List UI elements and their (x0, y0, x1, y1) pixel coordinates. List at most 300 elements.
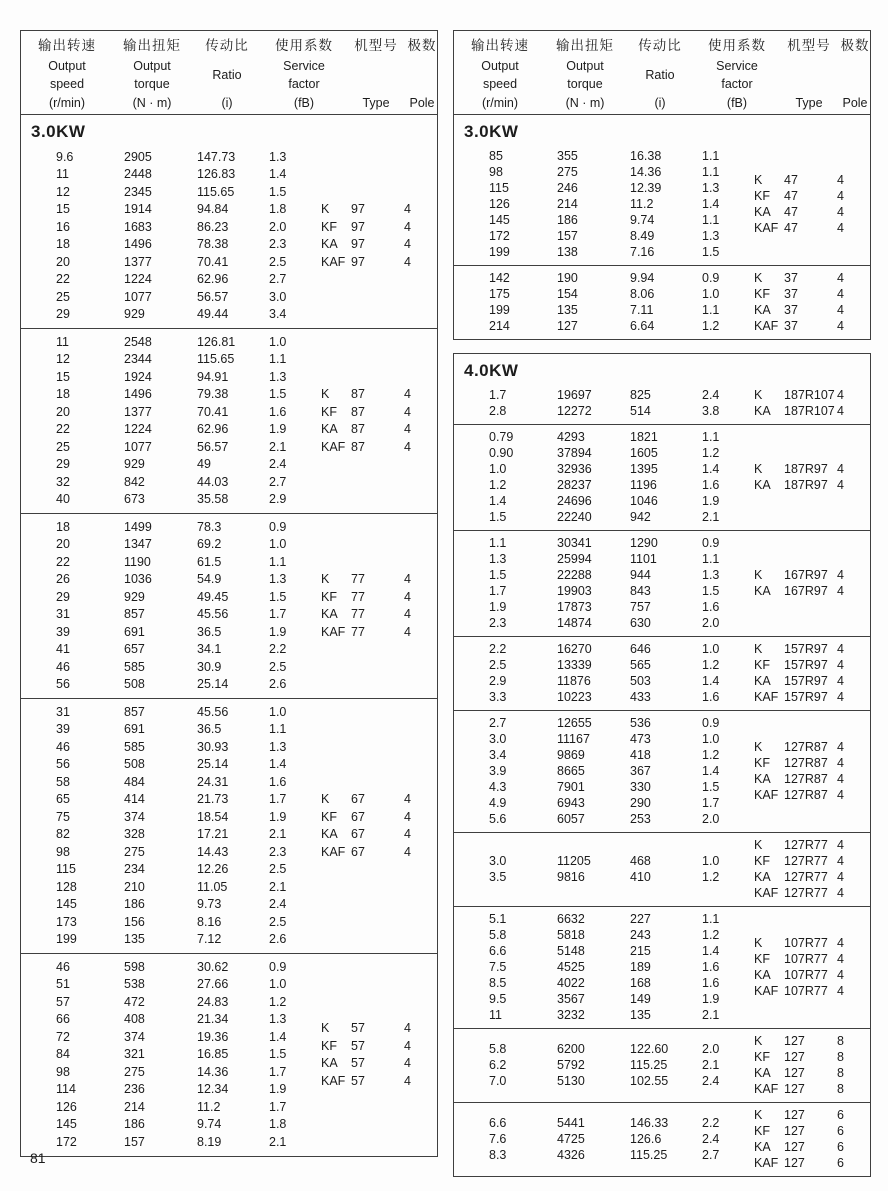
output-torque-value: 135 (124, 932, 145, 947)
pole-value: 4 (404, 422, 411, 437)
table-row (21, 958, 321, 976)
output-torque-value: 17873 (557, 600, 592, 614)
output-speed-value: 199 (56, 932, 77, 947)
service-factor-value: 2.7 (269, 474, 287, 489)
pole-value: 4 (837, 756, 844, 770)
type-prefix: K (754, 1108, 763, 1122)
service-factor-value: 1.3 (269, 1012, 287, 1027)
table-row (21, 571, 321, 589)
service-factor-value: 1.2 (702, 928, 720, 942)
output-torque-value: 8665 (557, 764, 585, 778)
type-prefix: KAF (321, 844, 346, 859)
header-label-zh: 传动比 (638, 38, 682, 53)
type-prefix: KA (754, 870, 771, 884)
ratio-value: 86.23 (197, 219, 229, 234)
data-rows (454, 387, 754, 419)
output-torque-value: 4725 (557, 1132, 585, 1146)
ratio-value: 62.96 (197, 422, 229, 437)
ratio-value: 25.14 (197, 757, 229, 772)
table-row (21, 473, 321, 491)
type-row (754, 951, 870, 967)
output-torque-value: 472 (124, 994, 145, 1009)
table-row (454, 403, 754, 419)
table-row (21, 306, 321, 324)
type-prefix: KF (754, 287, 770, 301)
output-torque-value: 1190 (124, 554, 151, 569)
type-list (321, 1019, 437, 1089)
type-prefix: K (754, 462, 763, 476)
type-prefix: KA (754, 674, 771, 688)
type-prefix: KF (754, 756, 770, 770)
table-row (21, 896, 321, 914)
table-row (454, 445, 754, 461)
ratio-value: 126.81 (197, 334, 236, 349)
table-row (21, 808, 321, 826)
pole-value: 6 (837, 1140, 844, 1154)
table-row (21, 826, 321, 844)
type-row (754, 204, 870, 220)
output-speed-value: 142 (489, 271, 510, 285)
output-torque-value: 186 (124, 897, 145, 912)
table-row (21, 993, 321, 1011)
table-row (21, 518, 321, 536)
output-speed-value: 128 (56, 879, 77, 894)
ratio-value: 17.21 (197, 827, 229, 842)
output-speed-value: 9.6 (56, 149, 74, 164)
ratio-value: 9.73 (197, 897, 222, 912)
table-row (21, 588, 321, 606)
ratio-block (21, 698, 437, 953)
type-prefix: K (754, 1034, 763, 1048)
service-factor-value: 1.4 (269, 1029, 287, 1044)
output-speed-value: 15 (56, 202, 70, 217)
header-label-en: Type (362, 96, 390, 110)
table-row (454, 196, 754, 212)
ratio-block (21, 513, 437, 698)
table-row (454, 715, 754, 731)
output-torque-value: 691 (124, 722, 145, 737)
output-speed-value: 2.8 (489, 404, 507, 418)
header-unit: (fB) (726, 95, 748, 110)
output-torque-value: 1499 (124, 519, 152, 534)
output-speed-value: 126 (56, 1099, 77, 1114)
output-torque-value: 5441 (557, 1116, 585, 1130)
type-size: 127 (784, 1156, 805, 1170)
type-row (754, 657, 870, 673)
type-size: 97 (351, 237, 365, 252)
table-row (454, 180, 754, 196)
service-factor-value: 2.7 (269, 272, 287, 287)
ratio-value: 646 (630, 642, 651, 656)
header-cell-1 (113, 34, 191, 110)
type-row (754, 188, 870, 204)
service-factor-value: 3.0 (269, 289, 287, 304)
output-speed-value: 46 (56, 739, 70, 754)
ratio-value: 21.34 (197, 1012, 229, 1027)
output-speed-value: 1.3 (489, 552, 507, 566)
ratio-block (454, 636, 870, 710)
output-speed-value: 75 (56, 809, 70, 824)
header-unit: (r/min) (481, 95, 519, 110)
output-torque-value: 13339 (557, 658, 592, 672)
type-size: 87 (351, 404, 365, 419)
ratio-value: 21.73 (197, 792, 229, 807)
ratio-value: 27.66 (197, 977, 229, 992)
ratio-value: 12.26 (197, 862, 229, 877)
table-row (21, 236, 321, 254)
output-speed-value: 7.0 (489, 1074, 507, 1088)
ratio-value: 9.94 (630, 271, 655, 285)
output-torque-value: 19697 (557, 388, 592, 402)
ratio-value: 536 (630, 716, 651, 730)
table-row (454, 975, 754, 991)
section-title: 3.0KW (31, 122, 86, 141)
ratio-block (21, 953, 437, 1156)
output-torque-value: 1224 (124, 272, 152, 287)
type-prefix: KAF (321, 1073, 346, 1088)
output-speed-value: 98 (489, 165, 503, 179)
type-row (321, 403, 437, 421)
type-prefix: KF (321, 1038, 337, 1053)
service-factor-value: 1.3 (702, 229, 720, 243)
service-factor-value: 1.4 (269, 757, 287, 772)
header-label-en: Pole (409, 96, 435, 110)
output-speed-value: 18 (56, 519, 70, 534)
type-row (754, 1049, 870, 1065)
type-prefix: KF (321, 219, 337, 234)
ratio-value: 11.2 (197, 1099, 221, 1114)
ratio-value: 14.43 (197, 844, 229, 859)
output-speed-value: 3.0 (489, 854, 507, 868)
ratio-value: 115.25 (630, 1148, 668, 1162)
output-torque-value: 7901 (557, 780, 585, 794)
table-row (21, 738, 321, 756)
type-row (754, 172, 870, 188)
header-cell-3 (263, 34, 345, 110)
ratio-value: 126.83 (197, 167, 236, 182)
service-factor-value: 2.9 (269, 492, 287, 507)
table-row (21, 658, 321, 676)
service-factor-value: 2.7 (702, 1148, 720, 1162)
output-torque-value: 24696 (557, 494, 592, 508)
type-size: 37 (784, 319, 798, 333)
service-factor-value: 2.2 (702, 1116, 720, 1130)
output-torque-value: 2905 (124, 149, 152, 164)
ratio-value: 565 (630, 658, 651, 672)
output-speed-value: 84 (56, 1047, 70, 1062)
output-torque-value: 585 (124, 659, 145, 674)
service-factor-value: 2.4 (269, 457, 287, 472)
output-speed-value: 2.9 (489, 674, 507, 688)
service-factor-value: 1.0 (702, 642, 720, 656)
pole-value: 4 (404, 404, 411, 419)
output-speed-value: 12 (56, 352, 70, 367)
output-speed-value: 40 (56, 492, 70, 507)
type-prefix: KA (321, 827, 338, 842)
pole-value: 4 (837, 642, 844, 656)
service-factor-value: 1.2 (702, 748, 720, 762)
table-row (454, 535, 754, 551)
output-torque-value: 154 (557, 287, 578, 301)
type-size: 157R97 (784, 642, 828, 656)
header-label-zh: 机型号 (787, 38, 831, 53)
output-torque-value: 328 (124, 827, 145, 842)
header-label-en: Type (795, 96, 823, 110)
table-row (21, 1133, 321, 1151)
type-list (754, 172, 870, 236)
output-torque-value: 857 (124, 607, 145, 622)
output-speed-value: 1.9 (489, 600, 507, 614)
type-size: 47 (784, 173, 798, 187)
table-row (21, 676, 321, 694)
type-list (321, 571, 437, 641)
header-unit: (i) (654, 96, 666, 110)
service-factor-value: 1.3 (702, 568, 720, 582)
table-row (21, 756, 321, 774)
output-speed-value: 31 (56, 704, 70, 719)
table-row (454, 1147, 754, 1163)
data-rows (454, 641, 754, 705)
table-row (21, 421, 321, 439)
service-factor-value: 1.2 (269, 994, 287, 1009)
output-torque-value: 1377 (124, 254, 152, 269)
ratio-value: 44.03 (197, 474, 229, 489)
ratio-value: 410 (630, 870, 651, 884)
header-label-zh: 输出扭矩 (556, 38, 614, 53)
data-rows (454, 1115, 754, 1163)
service-factor-value: 1.2 (702, 870, 720, 884)
service-factor-value: 1.6 (702, 478, 720, 492)
ratio-value: 146.33 (630, 1116, 669, 1130)
ratio-value: 1605 (630, 446, 658, 460)
type-prefix: KF (754, 854, 770, 868)
type-size: 67 (351, 809, 365, 824)
service-factor-value: 2.4 (269, 897, 287, 912)
output-speed-value: 9.5 (489, 992, 507, 1006)
type-size: 187R97 (784, 478, 828, 492)
table-row (454, 943, 754, 959)
service-factor-value: 2.2 (269, 642, 287, 657)
service-factor-value: 0.9 (269, 519, 287, 534)
type-row (754, 1123, 870, 1139)
type-row (754, 837, 870, 853)
ratio-block (21, 328, 437, 513)
output-torque-value: 2344 (124, 352, 152, 367)
service-factor-value: 2.5 (269, 862, 287, 877)
table-row (21, 843, 321, 861)
output-torque-value: 214 (124, 1099, 145, 1114)
ratio-value: 253 (630, 812, 651, 826)
type-size: 57 (351, 1073, 365, 1088)
type-row (321, 1054, 437, 1072)
service-factor-value: 1.6 (702, 600, 720, 614)
header-label-en: Output (133, 58, 171, 73)
service-factor-value: 2.1 (269, 1134, 287, 1149)
table-column-left (20, 30, 438, 1177)
output-speed-value: 145 (56, 1117, 77, 1132)
output-torque-value: 857 (124, 704, 145, 719)
service-factor-value: 1.2 (702, 446, 720, 460)
pole-value: 6 (837, 1108, 844, 1122)
type-prefix: KAF (321, 254, 346, 269)
output-torque-value: 12272 (557, 404, 592, 418)
header-label-en: Output (566, 58, 604, 73)
ratio-value: 8.16 (197, 914, 222, 929)
ratio-value: 24.83 (197, 994, 229, 1009)
table-row (454, 811, 754, 827)
output-torque-value: 135 (557, 303, 578, 317)
table-row (21, 1116, 321, 1134)
ratio-value: 61.5 (197, 554, 222, 569)
type-row (754, 1033, 870, 1049)
output-torque-value: 6200 (557, 1042, 585, 1056)
service-factor-value: 1.5 (269, 184, 287, 199)
data-rows (21, 703, 321, 948)
ratio-value: 12.34 (197, 1082, 229, 1097)
type-size: 187R97 (784, 462, 828, 476)
table-row (454, 551, 754, 567)
table-row (454, 567, 754, 583)
pole-value: 4 (837, 870, 844, 884)
type-prefix: K (754, 173, 763, 187)
type-size: 127R77 (784, 838, 828, 852)
output-torque-value: 1924 (124, 369, 152, 384)
output-torque-value: 2548 (124, 334, 152, 349)
pole-value: 4 (837, 838, 844, 852)
ratio-value: 115.65 (197, 184, 235, 199)
output-torque-value: 538 (124, 977, 145, 992)
type-row (754, 1065, 870, 1081)
output-speed-value: 4.9 (489, 796, 507, 810)
type-prefix: KAF (754, 886, 779, 900)
type-size: 187R107 (784, 388, 835, 402)
service-factor-value: 3.8 (702, 404, 720, 418)
output-speed-value: 6.6 (489, 944, 507, 958)
pole-value: 4 (404, 439, 411, 454)
type-size: 157R97 (784, 658, 828, 672)
service-factor-value: 2.4 (702, 1074, 720, 1088)
service-factor-value: 2.4 (702, 388, 720, 402)
table-row (454, 731, 754, 747)
output-torque-value: 6057 (557, 812, 585, 826)
ratio-value: 7.12 (197, 932, 222, 947)
type-size: 127 (784, 1034, 805, 1048)
output-speed-value: 7.5 (489, 960, 507, 974)
ratio-value: 1101 (630, 552, 657, 566)
type-size: 157R97 (784, 674, 828, 688)
service-factor-value: 1.5 (702, 584, 720, 598)
type-size: 107R77 (784, 968, 828, 982)
output-speed-value: 25 (56, 289, 70, 304)
ratio-value: 16.85 (197, 1047, 229, 1062)
type-list (754, 567, 870, 599)
output-torque-value: 1683 (124, 219, 152, 234)
type-size: 37 (784, 303, 798, 317)
service-factor-value: 2.0 (269, 219, 287, 234)
output-speed-value: 5.1 (489, 912, 507, 926)
output-torque-value: 1914 (124, 202, 152, 217)
type-prefix: KAF (754, 221, 779, 235)
type-size: 107R77 (784, 952, 828, 966)
type-size: 127R77 (784, 854, 828, 868)
table-row (21, 1098, 321, 1116)
service-factor-value: 1.7 (269, 1099, 287, 1114)
service-factor-value: 1.3 (702, 181, 720, 195)
type-row (321, 808, 437, 826)
pole-value: 4 (837, 886, 844, 900)
output-speed-value: 11 (56, 334, 69, 349)
output-speed-value: 82 (56, 827, 70, 842)
ratio-value: 290 (630, 796, 651, 810)
table-row (21, 641, 321, 659)
table-row (21, 183, 321, 201)
type-list (754, 837, 870, 901)
pole-value: 4 (404, 254, 411, 269)
output-torque-value: 28237 (557, 478, 592, 492)
ratio-value: 330 (630, 780, 651, 794)
output-speed-value: 41 (56, 642, 70, 657)
table-row (21, 1046, 321, 1064)
ratio-value: 14.36 (197, 1064, 229, 1079)
type-prefix: K (321, 792, 330, 807)
ratio-value: 14.36 (630, 165, 662, 179)
output-torque-value: 30341 (557, 536, 592, 550)
type-row (321, 843, 437, 861)
type-size: 167R97 (784, 568, 828, 582)
output-torque-value: 355 (557, 149, 578, 163)
pole-value: 8 (837, 1066, 844, 1080)
pole-value: 4 (837, 674, 844, 688)
ratio-value: 168 (630, 976, 651, 990)
type-prefix: K (754, 838, 763, 852)
pole-value: 8 (837, 1034, 844, 1048)
ratio-block (454, 265, 870, 339)
output-torque-value: 5130 (557, 1074, 585, 1088)
pole-value: 4 (837, 388, 844, 402)
output-torque-value: 11167 (557, 732, 590, 746)
table-row (21, 931, 321, 949)
ratio-value: 69.2 (197, 537, 222, 552)
type-prefix: KA (754, 968, 771, 982)
type-prefix: KF (321, 809, 337, 824)
pole-value: 4 (837, 690, 844, 704)
header-label-zh: 极数 (407, 38, 437, 53)
ratio-value: 16.38 (630, 149, 662, 163)
table-row (21, 1011, 321, 1029)
service-factor-value: 1.5 (269, 589, 287, 604)
output-speed-value: 126 (489, 197, 510, 211)
type-row (754, 286, 870, 302)
service-factor-value: 1.1 (702, 430, 720, 444)
output-torque-value: 157 (124, 1134, 145, 1149)
type-list (754, 641, 870, 705)
type-prefix: KAF (754, 984, 779, 998)
ratio-block (454, 424, 870, 530)
service-factor-value: 2.1 (269, 879, 287, 894)
output-speed-value: 1.5 (489, 568, 507, 582)
type-list (754, 270, 870, 334)
type-row (754, 853, 870, 869)
type-size: 127R87 (784, 756, 828, 770)
service-factor-value: 1.5 (702, 780, 720, 794)
service-factor-value: 1.0 (269, 977, 287, 992)
output-torque-value: 374 (124, 1029, 145, 1044)
type-prefix: KF (321, 589, 337, 604)
ratio-value: 503 (630, 674, 651, 688)
ratio-value: 30.93 (197, 739, 229, 754)
table-row (454, 1131, 754, 1147)
table-header (453, 30, 871, 115)
